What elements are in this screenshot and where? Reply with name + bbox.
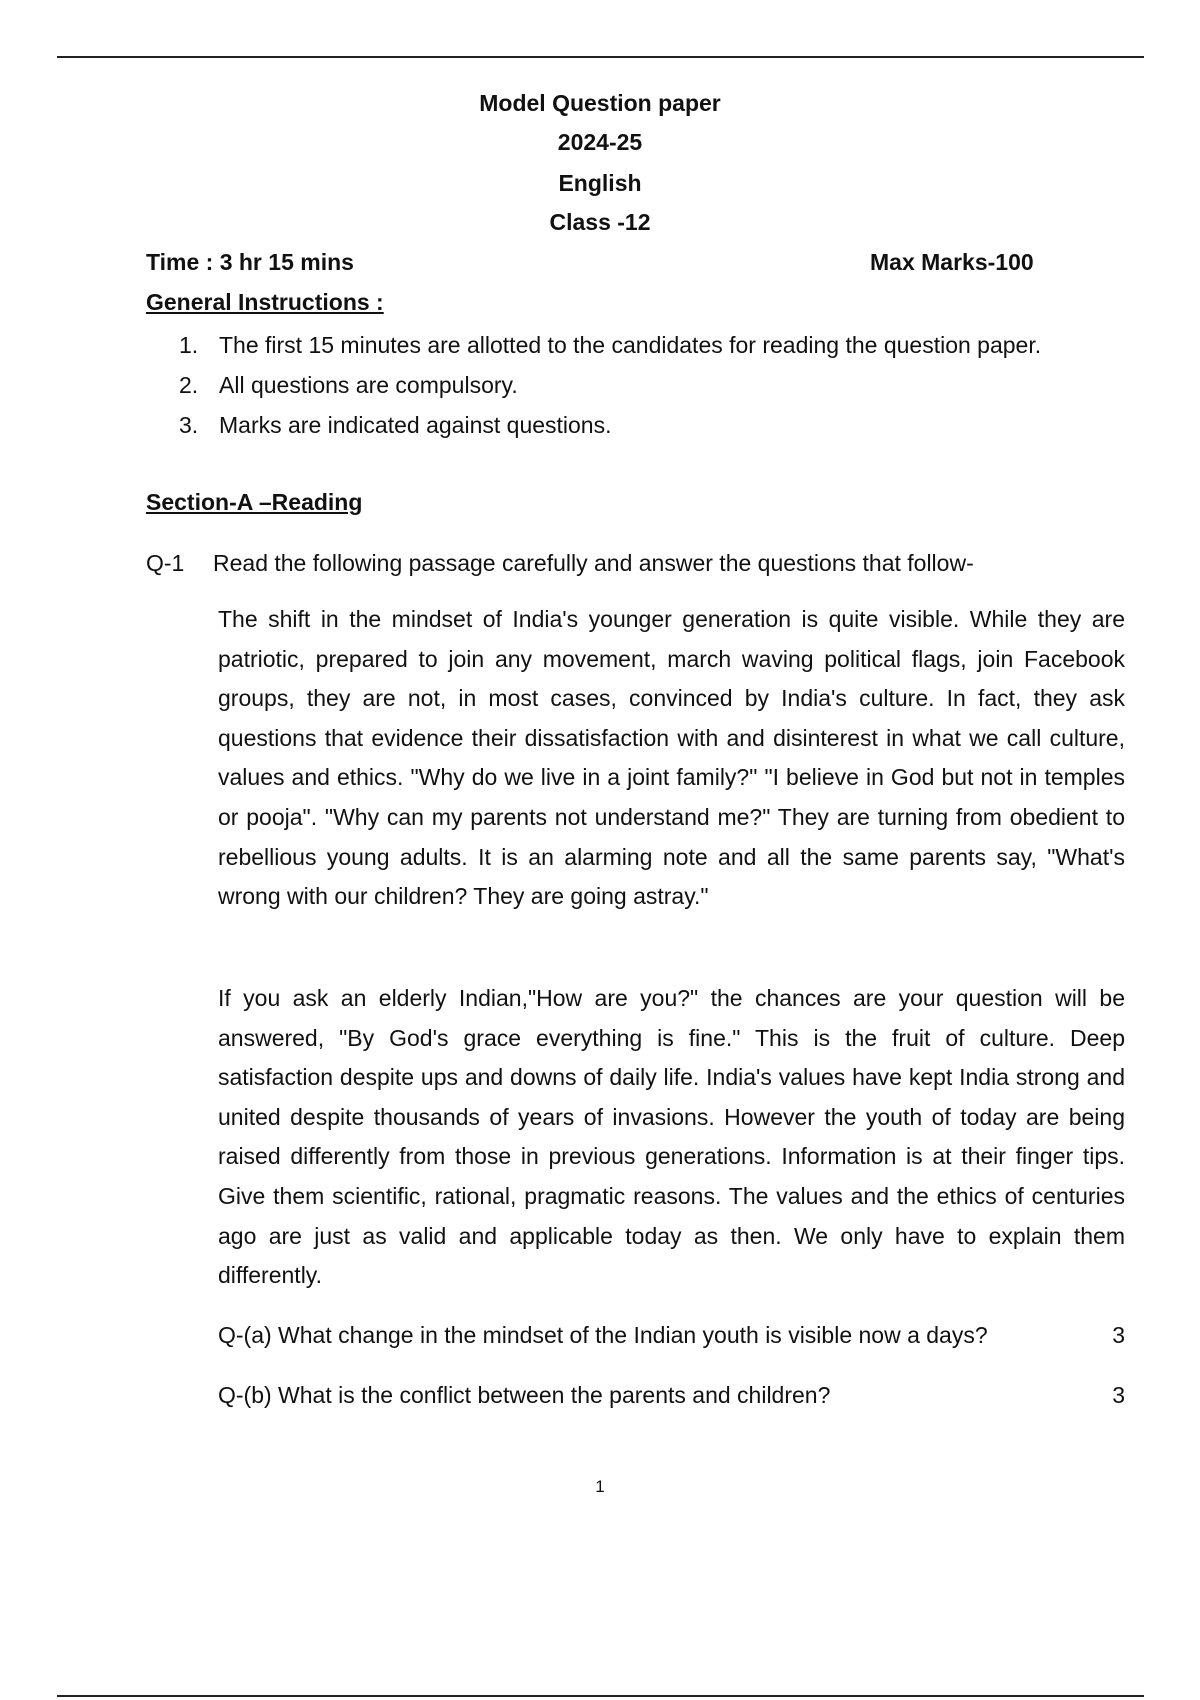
paper-title: Model Question paper <box>479 90 721 116</box>
sub-question-text: Q-(a) What change in the mindset of the Indian youth is visible now a days? <box>218 1322 988 1348</box>
paper-subject: English <box>558 170 642 196</box>
page-number: 1 <box>595 1477 605 1496</box>
instruction-item <box>179 405 1124 445</box>
top-rule <box>57 56 1144 58</box>
time-allowed: Time : 3 hr 15 mins <box>146 249 354 275</box>
paper-year: 2024-25 <box>557 129 643 155</box>
paper-class: Class -12 <box>549 209 651 235</box>
passage-paragraph: The shift in the mindset of India's younger generation is quite visible. While they are patriotic, prepared to join any movement, march waving political flags, join Facebook groups, they are not, in most cases, convinced by India's culture. In fact, they ask questions that evidence their dissatisfaction with and disinterest in what we call culture, values and ethics. "Why do we live in a joint family?" "I believe in God but not in temples or pooja". "Why can my parents not understand me?" They are turning from obedient to rebellious young adults. It is an alarming note and all the same parents say, "What's wrong with our children? They are going astray." <box>218 606 1125 910</box>
instruction-number: 3. <box>179 412 199 438</box>
sub-question <box>218 1381 1125 1409</box>
section-heading: Section-A –Reading <box>146 489 363 515</box>
instruction-number: 1. <box>179 332 199 358</box>
instruction-text: All questions are compulsory. <box>219 372 518 398</box>
instruction-text: Marks are indicated against questions. <box>219 412 612 438</box>
max-marks: Max Marks-100 <box>870 249 1034 275</box>
instructions-list <box>179 325 1124 445</box>
sub-question <box>218 1321 1125 1349</box>
instruction-item <box>179 325 1124 365</box>
question-prompt: Read the following passage carefully and answer the questions that follow- <box>213 550 974 576</box>
sub-question-text: Q-(b) What is the conflict between the parents and children? <box>218 1382 831 1408</box>
instruction-number: 2. <box>179 372 199 398</box>
question-label: Q-1 <box>146 550 185 576</box>
sub-question-marks: 3 <box>1112 1382 1125 1408</box>
sub-question-marks: 3 <box>1112 1322 1125 1348</box>
instructions-heading: General Instructions : <box>146 289 384 315</box>
passage-paragraph: If you ask an elderly Indian,"How are you?" the chances are your question will be answered, "By God's grace everything is fine." This is the fruit of culture. Deep satisfaction despite ups and downs of daily life. India's values have kept India strong and united despite thousands of years of invasions. However the youth of today are being raised differently from those in previous generations. Information is at their finger tips. Give them scientific, rational, pragmatic reasons. The values and the ethics of centuries ago are just as valid and applicable today as then. We only have to explain them differently. <box>218 985 1125 1289</box>
bottom-rule <box>57 1695 1144 1697</box>
instruction-text: The first 15 minutes are allotted to the candidates for reading the question paper. <box>219 332 1042 358</box>
instruction-item <box>179 365 1124 405</box>
